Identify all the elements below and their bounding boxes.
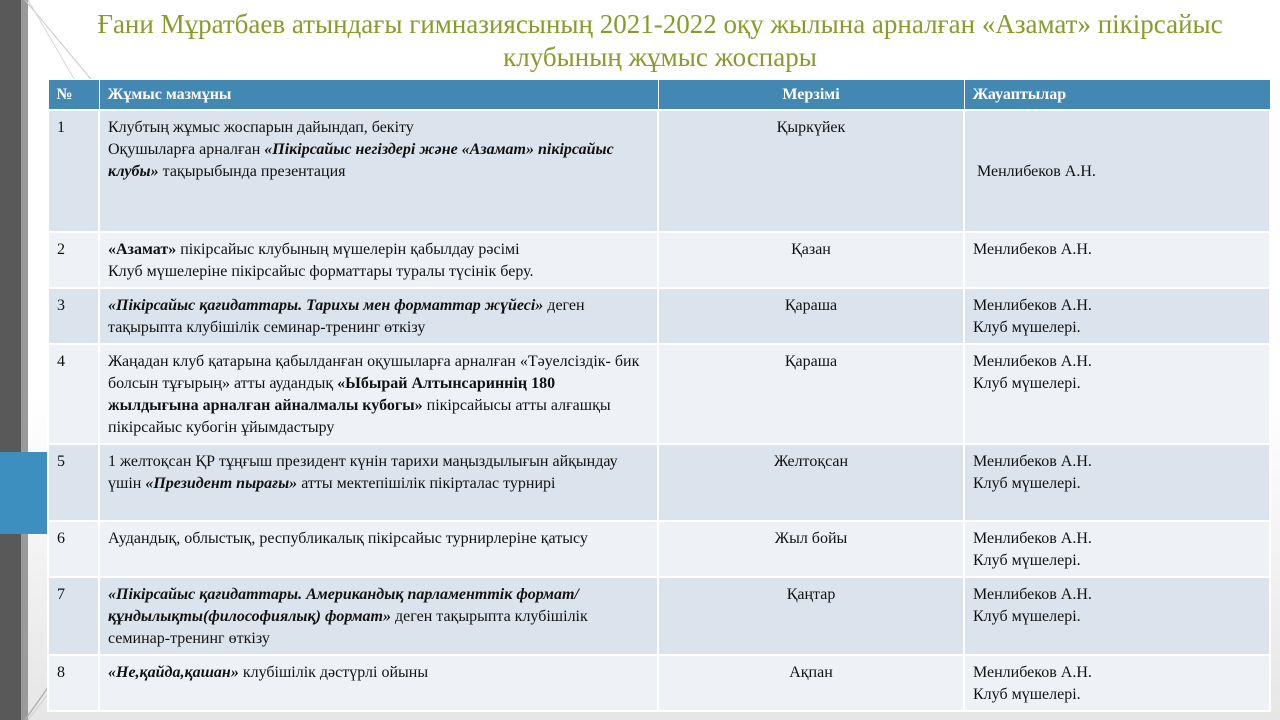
responsible-line: Клуб мүшелері. [973,686,1081,703]
header-term: Мерзімі [658,80,964,111]
row-number: 3 [48,288,99,344]
title-line-2: клубының жұмыс жоспары [503,42,817,72]
content-text: Аудандық, облыстық, республикалық пікірсайыс турнирлеріне қатысу [108,530,588,547]
table-row [48,232,1270,288]
content-text: клубішілік дәстүрлі ойыны [238,664,429,681]
table-row [48,655,1270,711]
content-line: Клуб мүшелеріне пікірсайыс форматтары туралы түсінік беру. [108,263,534,280]
content-text: деген тақырыпта клубішілік семинар-тренинг өткізу [108,297,585,336]
content-text: тақырыбында презентация [158,163,346,180]
content-text: деген тақырыпта клубішілік семинар-тренинг өткізу [108,608,588,647]
content-text: Жаңадан клуб қатарына қабылданған оқушыларға арналған «Тәуелсіздік- бик болсын тұғырың» атты аудандық [108,353,640,392]
row-number: 1 [48,110,99,232]
row-responsible [964,288,1270,344]
responsible-line: Менлибеков А.Н. [973,664,1092,681]
row-number: 8 [48,655,99,711]
row-content [99,577,658,655]
responsible-line: Менлибеков А.Н. [973,353,1092,370]
responsible-line: Клуб мүшелері. [973,475,1081,492]
row-responsible [964,444,1270,521]
row-content [99,344,658,444]
row-content [99,110,658,232]
row-responsible [964,232,1270,288]
row-content [99,288,658,344]
table-row [48,288,1270,344]
table-row [48,577,1270,655]
responsible-line: Клуб мүшелері. [973,375,1081,392]
row-content [99,232,658,288]
content-emphasis: «Пікірсайыс қағидаттары. Американдық парламенттік формат/құндылықты(философиялық) формат» [108,586,579,625]
plan-table-container [47,79,1269,712]
responsible-line: Менлибеков А.Н. [973,530,1092,547]
table-row [48,110,1270,232]
content-emphasis: «Ыбырай Алтынсариннің 180 жылдығына арналған айналмалы кубогы» [108,375,556,414]
row-term: Қазан [658,232,964,288]
content-emphasis: «Пікірсайыс қағидаттары. Тарихы мен форматтар жүйесі» [108,297,544,314]
responsible-line: Менлибеков А.Н. [973,297,1092,314]
content-line: Клубтың жұмыс жоспарын дайындап, бекіту [108,119,414,136]
row-term: Жыл бойы [658,521,964,577]
content-text: пікірсайыс клубының мүшелерін қабылдау рәсімі [176,241,520,258]
responsible-line: Клуб мүшелері. [973,552,1081,569]
row-responsible [964,344,1270,444]
row-term: Қараша [658,288,964,344]
row-responsible [964,110,1270,232]
responsible-line: Менлибеков А.Н. [973,241,1092,258]
header-responsible: Жауаптылар [964,80,1270,111]
row-number: 7 [48,577,99,655]
responsible-line: Менлибеков А.Н. [973,453,1092,470]
responsible-line: Менлибеков А.Н. [973,586,1092,603]
page-title [40,8,1280,74]
row-responsible [964,655,1270,711]
row-number: 5 [48,444,99,521]
content-emphasis: «Азамат» [108,241,177,258]
title-line-1: Ғани Мұратбаев атындағы гимназиясының 2021-2022 оқу жылына арналған «Азамат» пікірсайыс [97,9,1223,39]
header-number: № [48,80,99,111]
row-term: Желтоқсан [658,444,964,521]
row-term: Қаңтар [658,577,964,655]
table-row [48,521,1270,577]
content-emphasis: «Президент пырағы» [145,475,298,492]
row-content [99,444,658,521]
row-content [99,655,658,711]
row-term: Қараша [658,344,964,444]
row-responsible [964,577,1270,655]
row-number: 2 [48,232,99,288]
content-text: 1 желтоқсан ҚР тұңғыш президент күнін тарихи маңыздылығын айқындау үшін [108,453,618,492]
table-row [48,444,1270,521]
header-content: Жұмыс мазмұны [99,80,658,111]
content-text: пікірсайысы атты алғашқы пікірсайыс кубогін ұйымдастыру [108,397,611,436]
row-number: 6 [48,521,99,577]
responsible-line: Клуб мүшелері. [973,319,1081,336]
row-content [99,521,658,577]
row-term: Қыркүйек [658,110,964,232]
content-text: атты мектепішілік пікірталас турнирі [297,475,556,492]
table-row [48,344,1270,444]
content-emphasis: «Пікірсайыс негіздері және «Азамат» пікірсайыс клубы» [108,141,614,180]
content-text: Оқушыларға арналған [108,141,265,158]
responsible-line: Клуб мүшелері. [973,608,1081,625]
content-emphasis: «Не,қайда,қашан» [108,664,239,681]
row-term: Ақпан [658,655,964,711]
row-number: 4 [48,344,99,444]
row-responsible [964,521,1270,577]
responsible-line: Менлибеков А.Н. [973,163,1096,180]
table-header-row [48,80,1270,111]
accent-block [0,452,47,534]
plan-table [47,79,1271,712]
